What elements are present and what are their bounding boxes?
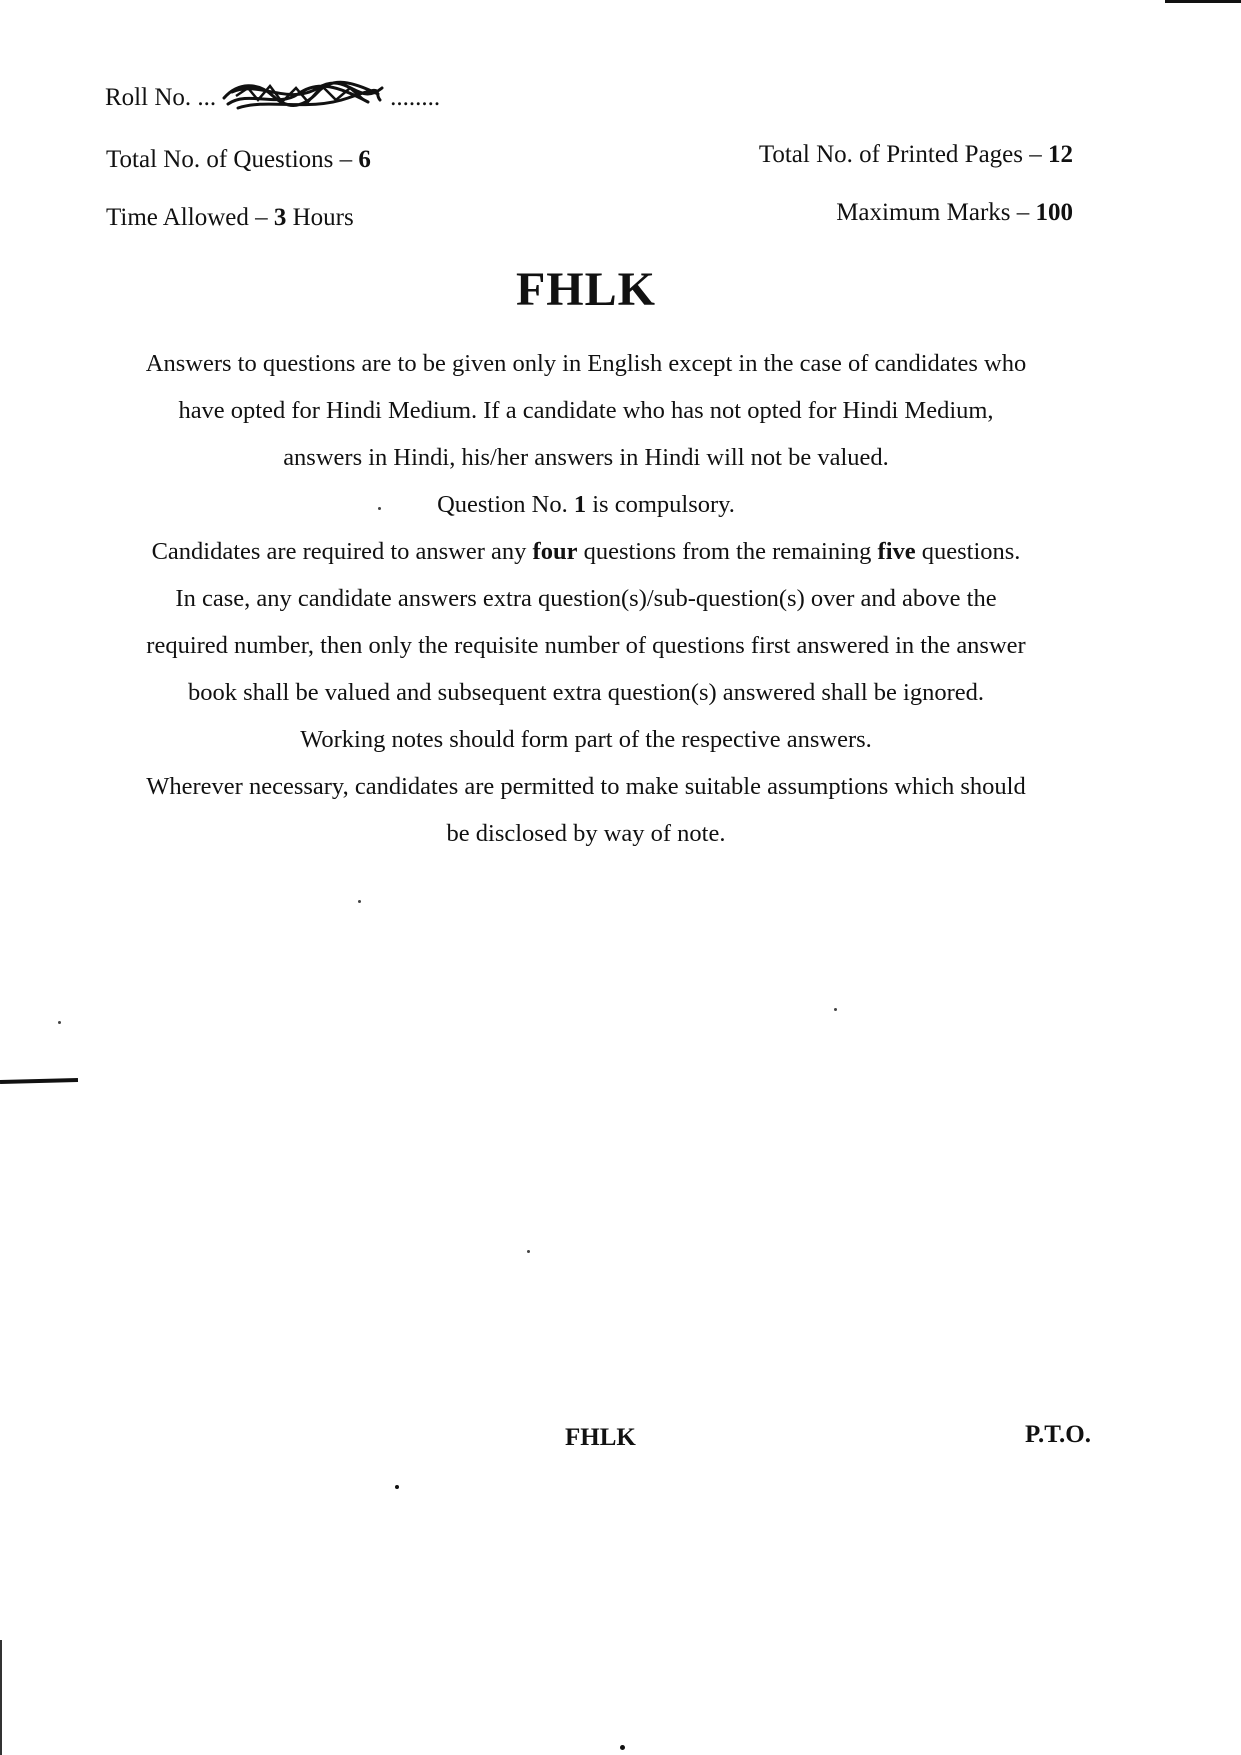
time-allowed: [106, 204, 354, 232]
total-questions-value: 6: [358, 146, 371, 173]
instruction-medium-line-1: Answers to questions are to be given only in English except in the case of candidates who: [145, 350, 1027, 377]
scan-speck: [834, 1008, 837, 1011]
maximum-marks-value: 100: [1035, 199, 1073, 226]
instruction-extra-line-1: In case, any candidate answers extra question(s)/sub-question(s) over and above the: [175, 585, 997, 612]
instruction-medium-line-2: have opted for Hindi Medium. If a candidate who has not opted for Hindi Medium,: [178, 397, 994, 424]
instruction-extra-line-3: book shall be valued and subsequent extra question(s) answered shall be ignored.: [187, 679, 985, 706]
maximum-marks: [836, 199, 1073, 227]
compulsory-number: 1: [573, 491, 587, 518]
roll-number-line: [105, 78, 440, 121]
scan-speck: [527, 1250, 530, 1253]
instruction-working-notes: Working notes should form part of the respective answers.: [300, 726, 872, 753]
instruction-assumptions-line-2: be disclosed by way of note.: [446, 820, 726, 847]
answer-suffix: questions.: [921, 538, 1021, 565]
time-allowed-label: Time Allowed –: [106, 204, 268, 231]
compulsory-suffix: is compulsory.: [592, 491, 735, 518]
compulsory-prefix: Question No.: [437, 491, 568, 518]
scan-speck: [620, 1745, 625, 1750]
scan-edge-mark: [0, 1078, 78, 1084]
total-questions: [106, 146, 371, 174]
instruction-answer-count: [100, 528, 1072, 575]
scan-speck: [395, 1485, 399, 1489]
printed-pages-label: Total No. of Printed Pages –: [758, 141, 1042, 168]
total-questions-label: Total No. of Questions –: [106, 146, 353, 173]
footer-pto: P.T.O.: [1025, 1421, 1091, 1448]
answer-middle: questions from the remaining: [583, 538, 872, 565]
scan-edge-mark-top: [1165, 0, 1241, 3]
printed-pages-value: 12: [1048, 141, 1073, 168]
scan-speck: [358, 900, 361, 903]
roll-number-label: Roll No.: [105, 84, 192, 112]
roll-number-trailer-dots: ........: [390, 84, 441, 112]
scan-speck: [378, 507, 381, 510]
instruction-extra-line-2: required number, then only the requisite number of questions first answered in the answer: [146, 632, 1026, 659]
answer-count: four: [532, 538, 578, 565]
footer-paper-code: FHLK: [565, 1424, 636, 1451]
scan-speck: [58, 1021, 61, 1024]
instructions-block: [100, 340, 1072, 857]
answer-total: five: [877, 538, 916, 565]
instruction-medium-line-3: answers in Hindi, his/her answers in Hindi will not be valued.: [283, 444, 889, 471]
paper-code-title: FHLK: [515, 263, 656, 316]
answer-prefix: Candidates are required to answer any: [151, 538, 527, 565]
roll-number-leader-dots: ...: [197, 84, 217, 112]
redacted-roll-number-scribble: [218, 78, 388, 121]
instruction-assumptions-line-1: Wherever necessary, candidates are permitted to make suitable assumptions which should: [146, 773, 1026, 800]
instruction-compulsory: [100, 481, 1072, 528]
total-printed-pages: [759, 141, 1073, 169]
scan-edge-line-left: [0, 1640, 2, 1755]
time-allowed-value: 3: [273, 204, 287, 231]
time-allowed-unit: Hours: [292, 204, 354, 231]
maximum-marks-label: Maximum Marks –: [836, 199, 1030, 226]
